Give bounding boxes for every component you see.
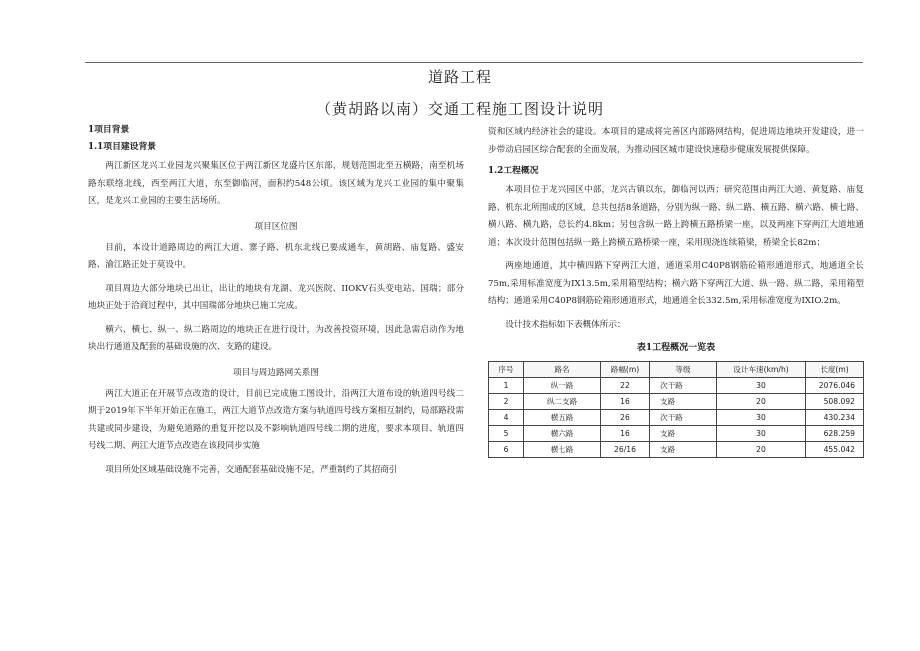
cell: 508.092 [806,394,864,410]
cell: 支路 [650,442,717,458]
cell: 横五路 [524,410,601,426]
cell: 20 [717,442,806,458]
header-cell: 路幅(m) [601,362,650,378]
table-row [489,394,864,410]
paragraph: 本项目位于龙兴园区中部，龙兴古镇以东，御临河以西；研究范围由两江大道、黄复路、庙复路、机东北所围成的区域，总共包括8条道路，分别为纵一路、纵二路、横五路、横六路、横七路、横八路、横九路，总长约4.8km；另包含纵一路上跨横五路桥梁一座，以及两座下穿两江大道地通道；本次设计范围包括纵一路上跨横五路桥梁一座，采用现浇连续箱梁，桥梁全长82m； [488,185,864,248]
paragraph: 项目周边大部分地块已出让，出让的地块有龙湖、龙兴医院、IIOKV石头变电站、国瑞；部分地块正处于洽商过程中，其中国瑞部分地块已施工完成。 [88,283,464,311]
cell: 支路 [650,394,717,410]
cell: 16 [601,394,650,410]
cell: 26/16 [601,442,650,458]
cell: 横七路 [524,442,601,458]
doc-title: 道路工程 [427,68,492,86]
cell: 纵一路 [524,378,601,394]
section-1-1-heading: 1.1项目建设背景 [88,142,157,152]
cell: 26 [601,410,650,426]
table-row [489,426,864,442]
table-row [489,442,864,458]
table-header-row [489,362,864,378]
header-cell: 路名 [524,362,601,378]
table-row [489,378,864,394]
header-cell: 设计车速(km/h) [717,362,806,378]
paragraph: 横六、横七、纵一、纵二路周边的地块正在进行设计，为改善投资环境，因此急需启动作为地块出行通道及配套的基础设施的次、支路的建设。 [88,324,464,352]
paragraph: 设计技术指标如下表概体所示： [505,319,626,330]
cell: 2076.046 [806,378,864,394]
paragraph: 资和区域内经济社会的建设。本项目的建成将完善区内部路网结构，促进周边地块开发建设，进一步带动启园区综合配套的全面发展，为推动园区城市建设快速稳步健康发展提供保障。 [488,127,864,155]
cell: 次干路 [650,378,717,394]
table-caption: 表1工程概况一览表 [636,343,716,353]
paragraph: 两江大道正在开展节点改造的设计，目前已完成施工图设计，沿两江大道布设的轨道四号线二期于2019年下半年开始正在施工，两江大道节点改造方案与轨道四号线方案相互制约，局部路段需共建或同步建设，为避免道路的重复开挖以及不影响轨道四号线二期的进度，要求本项目、轨道四号线二期、两江大道节点改造在该段同步实施 [88,388,464,451]
left-column [88,124,464,485]
cell: 纵二支路 [524,394,601,410]
cell: 30 [717,410,806,426]
cell: 横六路 [524,426,601,442]
cell: 2 [489,394,524,410]
overview-table [488,361,864,458]
paragraph: 项目所处区域基础设施不完善，交通配套基础设施不足，严重制约了其招商引 [105,464,398,475]
paragraph: 两江新区龙兴工业园龙兴聚集区位于两江新区龙盛片区东部，规划范围北至五横路，南至机场路东联络北线，西至两江大道，东至御临河，面积约548公顷。该区域为龙兴工业园的集中聚集区，是龙兴工业园的主要生活场所。 [88,161,464,206]
cell: 30 [717,426,806,442]
cell: 16 [601,426,650,442]
paragraph: 目前，本设计道路周边的两江大道、寨子路、机东北线已要成通车，黄胡路、庙复路、盛安路、渝江路正处于莫设中。 [88,242,464,270]
header-cell: 序号 [489,362,524,378]
section-1-2-heading: 1.2工程概况 [488,166,539,176]
cell: 6 [489,442,524,458]
header-cell: 长度(m) [806,362,864,378]
cell: 430.234 [806,410,864,426]
cell: 22 [601,378,650,394]
cell: 4 [489,410,524,426]
figure-caption: 项目与周边路网关系图 [233,367,319,378]
cell: 5 [489,426,524,442]
section-1-heading: 1项目背景 [88,125,130,135]
cell: 1 [489,378,524,394]
cell: 628.259 [806,426,864,442]
cell: 次干路 [650,410,717,426]
header-cell: 等级 [650,362,717,378]
figure-caption: 项目区位图 [254,221,298,232]
table-row [489,410,864,426]
paragraph: 两座地通道，其中横四路下穿两江大道，通道采用C40P8钢筋砼箱形通道形式，地通道全长75m,采用标准宽度为IX13.5m,采用箱型结构；横六路下穿两江大道、纵一路、纵二路，采用箱型结构；通道采用C40P8钢筋砼箱形通道形式，地通道全长332.5m,采用标准宽度为IXIO.2m。 [488,261,864,306]
top-rule [85,62,863,63]
doc-subtitle: （黄胡路以南）交通工程施工图设计说明 [315,100,604,118]
cell: 20 [717,394,806,410]
cell: 455.042 [806,442,864,458]
cell: 支路 [650,426,717,442]
right-column [488,124,864,458]
cell: 30 [717,378,806,394]
